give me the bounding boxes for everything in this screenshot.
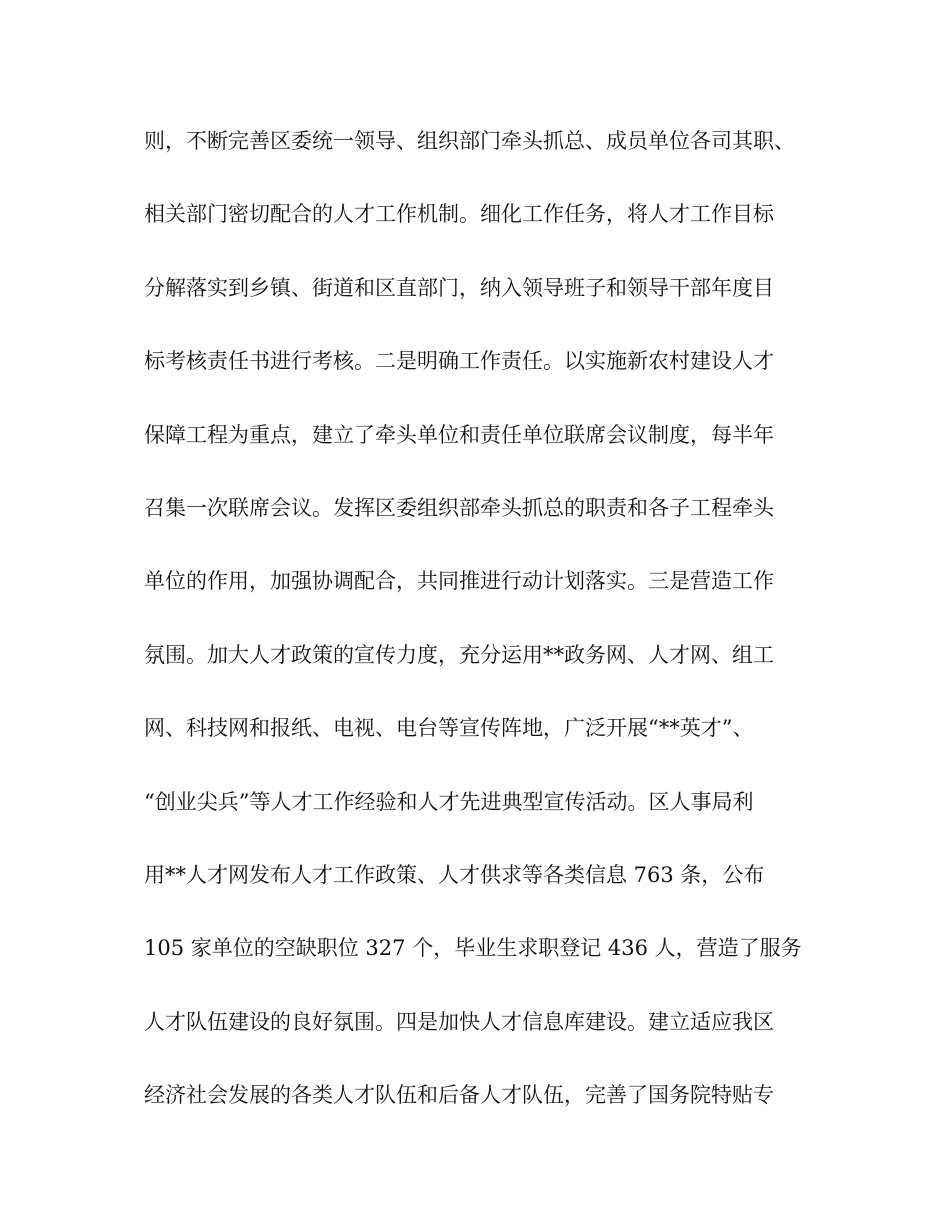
text-line: 用**人才网发布人才工作政策、人才供求等各类信息 763 条，公布: [144, 862, 765, 887]
text-line: 保障工程为重点，建立了牵头单位和责任单位联席会议制度，每半年: [144, 422, 774, 447]
text-line: 标考核责任书进行考核。二是明确工作责任。以实施新农村建设人才: [144, 349, 774, 374]
text-line: 分解落实到乡镇、街道和区直部门，纳入领导班子和领导干部年度目: [144, 275, 774, 300]
text-line: “创业尖兵”等人才工作经验和人才先进典型宣传活动。区人事局利: [144, 789, 754, 814]
text-line: 人才队伍建设的良好氛围。四是加快人才信息库建设。建立适应我区: [144, 1009, 774, 1034]
text-line: 相关部门密切配合的人才工作机制。细化工作任务，将人才工作目标: [144, 202, 774, 227]
text-line: 105 家单位的空缺职位 327 个，毕业生求职登记 436 人，营造了服务: [144, 936, 802, 961]
text-line: 经济社会发展的各类人才队伍和后备人才队伍，完善了国务院特贴专: [144, 1083, 774, 1108]
text-line: 单位的作用，加强协调配合，共同推进行动计划落实。三是营造工作: [144, 569, 774, 594]
text-line: 召集一次联席会议。发挥区委组织部牵头抓总的职责和各子工程牵头: [144, 495, 774, 520]
body-text: [144, 127, 844, 1154]
text-line: 氛围。加大人才政策的宣传力度，充分运用**政务网、人才网、组工: [144, 642, 774, 667]
text-line: 则，不断完善区委统一领导、组织部门牵头抓总、成员单位各司其职、: [144, 129, 795, 153]
text-line: 网、科技网和报纸、电视、电台等宣传阵地，广泛开展“**英才”、: [144, 716, 754, 741]
